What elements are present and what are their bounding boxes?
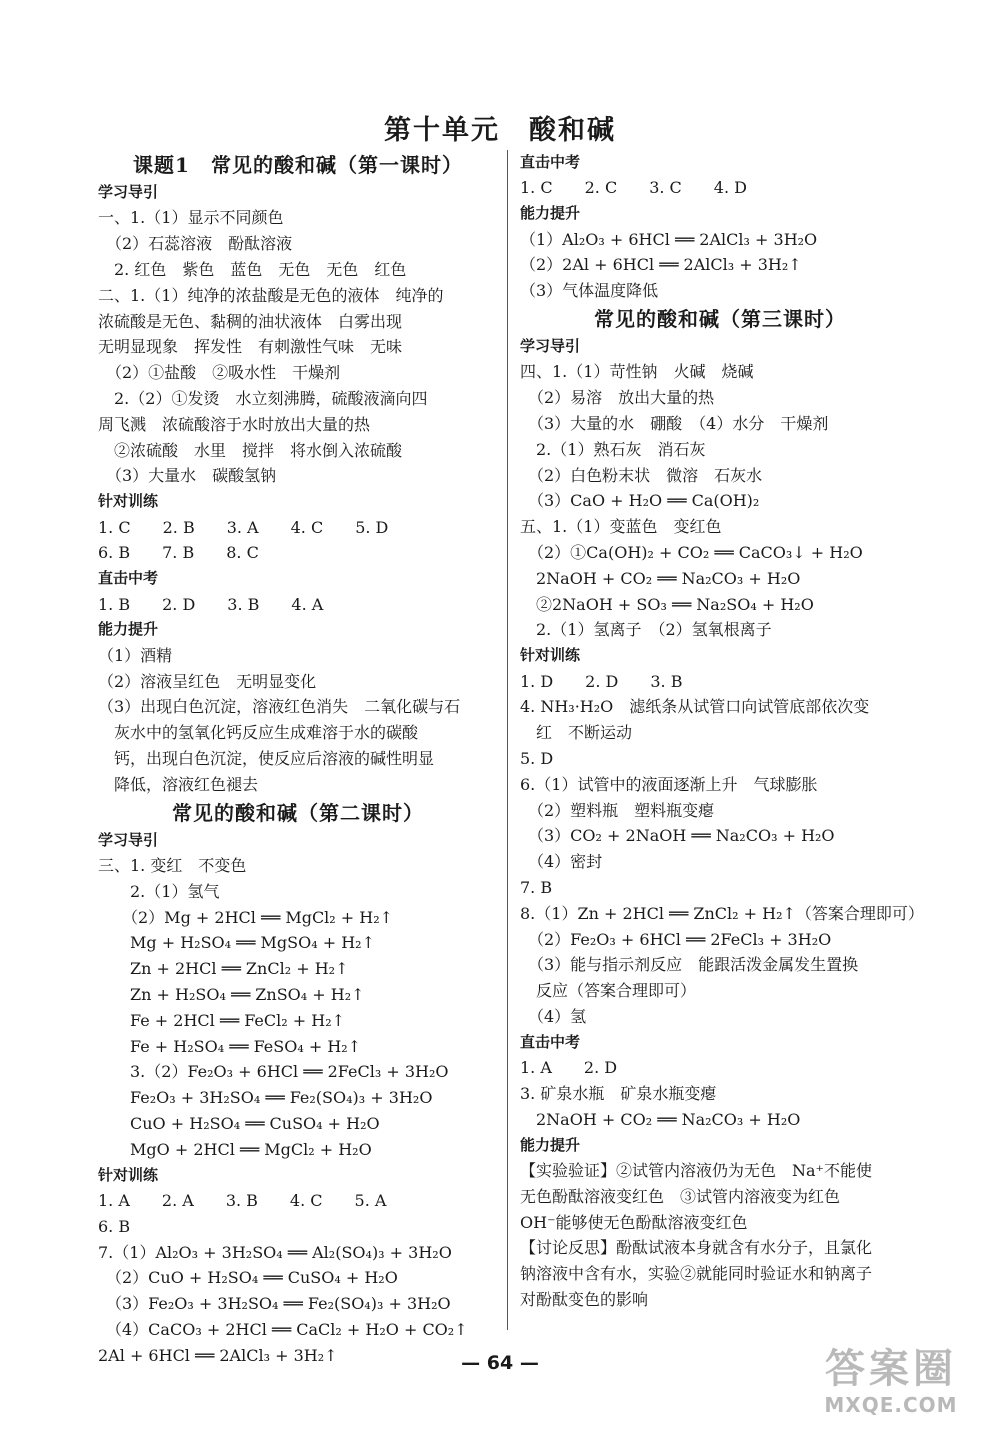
subsection-label: 直击中考: [520, 1032, 581, 1051]
answer-line: 降低，溶液红色褪去: [98, 774, 259, 794]
answer-line: 周飞溅 浓硫酸溶于水时放出大量的热: [98, 414, 371, 434]
answer-line: 【实验验证】②试管内溶液仍为无色 Na⁺不能使: [520, 1160, 872, 1180]
answer-line: （2）白色粉末状 微溶 石灰水: [520, 465, 763, 485]
answer-line: （3）能与指示剂反应 能跟活泼金属发生置换: [520, 955, 859, 975]
answer-line: 2.（1）氢气: [98, 881, 220, 901]
answer-line: 无明显现象 挥发性 有刺激性气味 无味: [98, 337, 403, 357]
answer-line: 1. D 2. D 3. B: [520, 671, 683, 691]
answer-line: Fe₂O₃ + 3H₂SO₄ ══ Fe₂(SO₄)₃ + 3H₂O: [98, 1088, 433, 1108]
watermark-url: MXQE.COM: [824, 1393, 958, 1417]
answer-line: ②浓硫酸 水里 搅拌 将水倒入浓硫酸: [98, 440, 403, 460]
answer-line: OH⁻能够使无色酚酞溶液变红色: [520, 1212, 748, 1232]
answer-line: 7. B: [520, 877, 553, 897]
subsection-label: 能力提升: [520, 204, 581, 223]
answer-line: （2）①Ca(OH)₂ + CO₂ ══ CaCO₃↓ + H₂O: [520, 542, 863, 562]
answer-line: 2Al + 6HCl ══ 2AlCl₃ + 3H₂↑: [98, 1345, 338, 1365]
answer-line: 五、1.（1）变蓝色 变红色: [520, 517, 722, 537]
answer-line: （1）Al₂O₃ + 6HCl ══ 2AlCl₃ + 3H₂O: [520, 229, 818, 249]
answer-line: （1）酒精: [98, 645, 173, 665]
answer-line: （3）大量水 碳酸氢钠: [98, 466, 277, 486]
watermark: [796, 1346, 986, 1426]
answer-line: 3.（2）Fe₂O₃ + 6HCl ══ 2FeCl₃ + 3H₂O: [98, 1062, 449, 1082]
answer-line: 对酚酞变色的影响: [520, 1289, 649, 1309]
answer-line: （2）Mg + 2HCl ══ MgCl₂ + H₂↑: [98, 907, 394, 927]
subsection-label: 直击中考: [520, 153, 581, 171]
answer-line: 4. NH₃·H₂O 滤纸条从试管口向试管底部依次变: [520, 697, 870, 717]
answer-line: 【讨论反思】酚酞试液本身就含有水分子，且氯化: [520, 1238, 873, 1258]
subsection-label: 学习导引: [98, 830, 159, 849]
answer-line: （4）密封: [520, 852, 603, 872]
answer-line: （2）Fe₂O₃ + 6HCl ══ 2FeCl₃ + 3H₂O: [520, 929, 832, 949]
watermark-logo: 答案圈: [825, 1346, 957, 1392]
answer-line: （3）气体温度降低: [520, 281, 659, 301]
subsection-label: 能力提升: [98, 620, 159, 639]
answer-line: Zn + H₂SO₄ ══ ZnSO₄ + H₂↑: [98, 984, 365, 1004]
answer-line: 6. B: [98, 1216, 131, 1236]
answer-line: （4）氢: [520, 1006, 587, 1026]
answer-line: 二、1.（1）纯净的浓盐酸是无色的液体 纯净的: [98, 285, 444, 305]
left-column: [98, 150, 498, 1369]
answer-line: （2）溶液呈红色 无明显变化: [98, 671, 317, 691]
answer-line: （2）塑料瓶 塑料瓶变瘪: [520, 800, 715, 820]
answer-line: （2）CuO + H₂SO₄ ══ CuSO₄ + H₂O: [98, 1268, 398, 1288]
answer-line: （3）CaO + H₂O ══ Ca(OH)₂: [520, 491, 760, 511]
answer-line: ②2NaOH + SO₃ ══ Na₂SO₄ + H₂O: [520, 594, 814, 614]
answer-line: 四、1.（1）苛性钠 火碱 烧碱: [520, 362, 754, 382]
answer-line: 无色酚酞溶液变红色 ③试管内溶液变为红色: [520, 1186, 841, 1206]
answer-line: 红 不断运动: [520, 723, 633, 743]
answer-line: 三、1. 变红 不变色: [98, 855, 247, 875]
answer-line: 2NaOH + CO₂ ══ Na₂CO₃ + H₂O: [520, 1109, 801, 1129]
answer-line: 2NaOH + CO₂ ══ Na₂CO₃ + H₂O: [520, 568, 801, 588]
answer-line: 1. B 2. D 3. B 4. A: [98, 594, 324, 614]
answer-line: 钙，出现白色沉淀，使反应后溶液的碱性明显: [98, 748, 435, 768]
answer-line: 8.（1）Zn + 2HCl ══ ZnCl₂ + H₂↑（答案合理即可）: [520, 903, 924, 923]
subsection-label: 直击中考: [98, 569, 159, 588]
answer-line: 浓硫酸是无色、黏稠的油状液体 白雾出现: [98, 311, 403, 331]
answer-line: 2.（2）①发烫 水立刻沸腾，硫酸液滴向四: [98, 388, 428, 408]
answer-line: Zn + 2HCl ══ ZnCl₂ + H₂↑: [98, 959, 349, 979]
answer-line: （2）2Al + 6HCl ══ 2AlCl₃ + 3H₂↑: [520, 255, 802, 275]
answer-line: 2.（1）氢离子 （2）氢氧根离子: [520, 620, 772, 640]
column-divider: [507, 150, 508, 1330]
answer-line: （2）石蕊溶液 酚酞溶液: [98, 234, 293, 254]
answer-line: （2）易溶 放出大量的热: [520, 388, 715, 408]
answer-line: （3）出现白色沉淀，溶液红色消失 二氧化碳与石: [98, 697, 461, 717]
answer-line: （3）大量的水 硼酸 （4）水分 干燥剂: [520, 414, 829, 433]
answer-line: （2）①盐酸 ②吸水性 干燥剂: [98, 363, 341, 383]
answer-line: Fe + 2HCl ══ FeCl₂ + H₂↑: [98, 1010, 346, 1030]
answer-line: 3. 矿泉水瓶 矿泉水瓶变瘪: [520, 1083, 717, 1103]
answer-line: 灰水中的氢氧化钙反应生成难溶于水的碳酸: [98, 723, 419, 743]
unit-title: 第十单元 酸和碱: [384, 115, 616, 146]
answer-line: 反应（答案合理即可）: [520, 981, 697, 1001]
answer-line: MgO + 2HCl ══ MgCl₂ + H₂O: [98, 1139, 372, 1159]
answer-line: CuO + H₂SO₄ ══ CuSO₄ + H₂O: [98, 1113, 380, 1133]
page-number: — 64 —: [461, 1352, 539, 1374]
answer-line: 2.（1）熟石灰 消石灰: [520, 439, 706, 459]
subsection-label: 针对训练: [98, 1165, 159, 1184]
answer-line: 1. C 2. B 3. A 4. C 5. D: [98, 517, 389, 537]
answer-line: Mg + H₂SO₄ ══ MgSO₄ + H₂↑: [98, 933, 375, 953]
answer-line: 钠溶液中含有水，实验②就能同时验证水和钠离子: [520, 1264, 873, 1284]
answer-line: 1. A 2. D: [520, 1058, 618, 1078]
subsection-label: 能力提升: [520, 1135, 581, 1154]
section-heading: 课题1 常见的酸和碱（第一课时）: [133, 153, 463, 177]
answer-line: 1. C 2. C 3. C 4. D: [520, 178, 747, 198]
section-heading: 常见的酸和碱（第二课时）: [172, 800, 424, 825]
answer-line: 7.（1）Al₂O₃ + 3H₂SO₄ ══ Al₂(SO₄)₃ + 3H₂O: [98, 1242, 452, 1262]
answer-line: 一、1.（1）显示不同颜色: [98, 208, 284, 228]
answer-line: 6.（1）试管中的液面逐渐上升 气球膨胀: [520, 774, 818, 794]
answer-line: （4）CaCO₃ + 2HCl ══ CaCl₂ + H₂O + CO₂↑: [98, 1319, 468, 1339]
answer-line: Fe + H₂SO₄ ══ FeSO₄ + H₂↑: [98, 1036, 362, 1056]
subsection-label: 学习导引: [98, 183, 159, 201]
subsection-label: 针对训练: [520, 646, 581, 665]
subsection-label: 学习导引: [520, 337, 581, 355]
answer-line: 2. 红色 紫色 蓝色 无色 无色 红色: [98, 260, 407, 279]
answer-line: 6. B 7. B 8. C: [98, 543, 259, 563]
right-column: [520, 150, 924, 1313]
answer-line: 5. D: [520, 748, 554, 768]
subsection-label: 针对训练: [98, 492, 159, 511]
answer-line: （3）CO₂ + 2NaOH ══ Na₂CO₃ + H₂O: [520, 826, 835, 846]
section-heading: 常见的酸和碱（第三课时）: [594, 307, 846, 331]
answer-line: 1. A 2. A 3. B 4. C 5. A: [98, 1190, 387, 1210]
answer-line: （3）Fe₂O₃ + 3H₂SO₄ ══ Fe₂(SO₄)₃ + 3H₂O: [98, 1294, 451, 1314]
